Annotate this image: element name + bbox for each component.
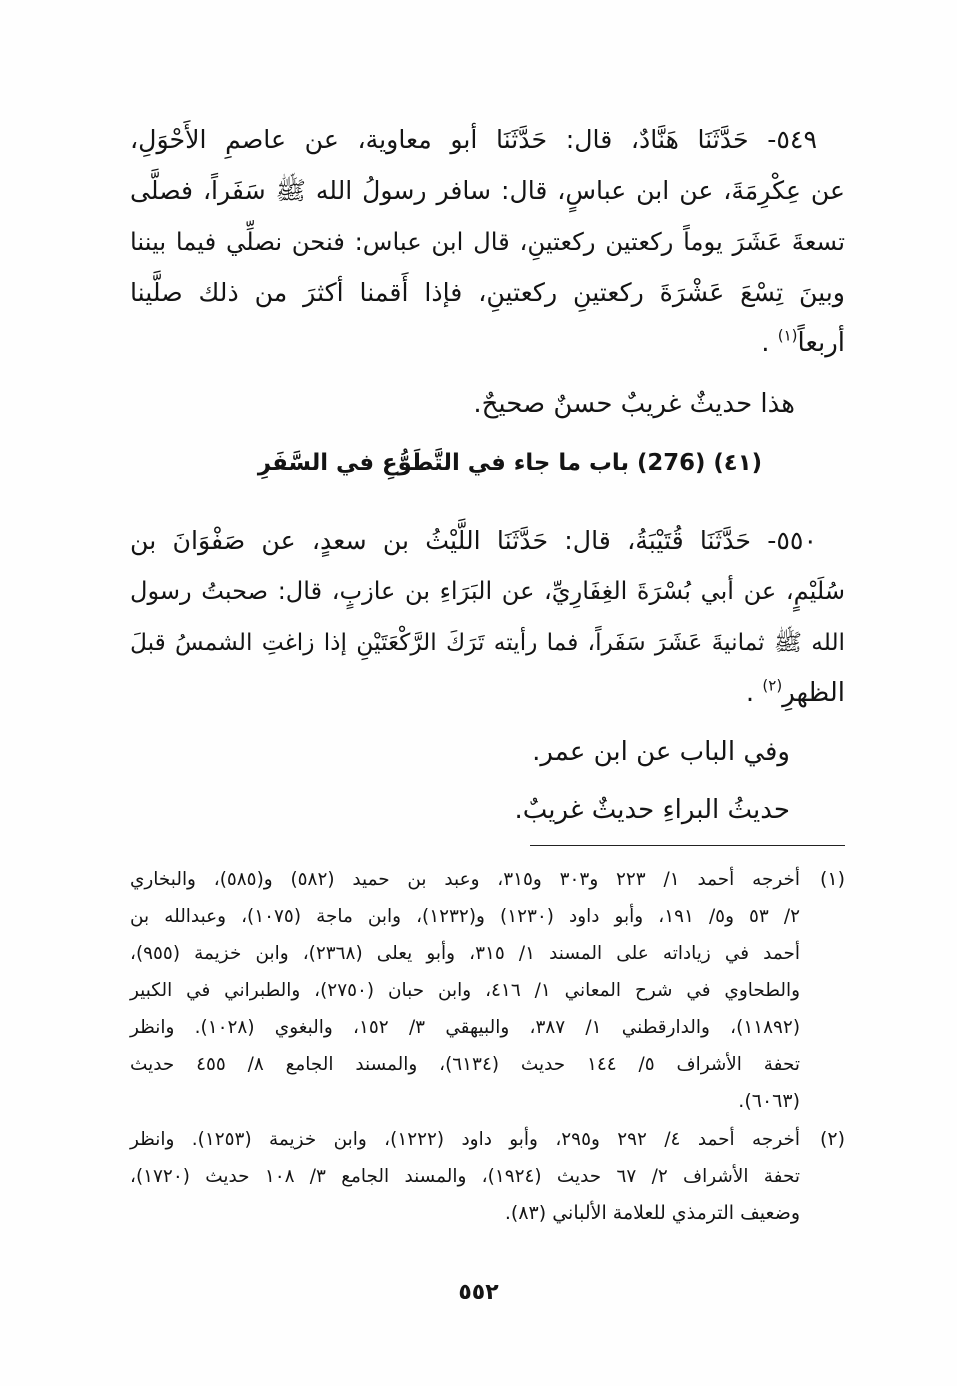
hadith-grade <box>130 379 845 430</box>
hadith-text-line: ٥٥٠- حَدَّثَنَا قُتَيْبَةُ، قال: حَدَّثَنَا اللَّيْثُ بن سعدٍ، عن صَفْوَانَ بن <box>130 526 817 555</box>
hadith-text: الظهرِ <box>782 678 845 708</box>
hadith-text-line: الله ﷺ ثمانيةَ عَشَرَ سَفَراً، فما رأيته تَرَكَ الرَّكْعَتَيْنِ إذا زاغتِ الشمسُ قبلَ <box>130 629 845 656</box>
footnote-marker: (٢) <box>762 676 783 695</box>
footnote-line: تحفة الأشراف ٢/ ٦٧ حديث (١٩٢٤)، والمسند الجامع ٣/ ١٠٨ حديث (١٧٢٠)، <box>130 1166 800 1187</box>
punctuation: . <box>745 678 763 708</box>
hadith-549 <box>130 114 845 369</box>
hadith-text-line: سُلَيْمٍ، عن أبي بُسْرَةَ الغِفَارِيِّ، عن البَرَاءِ بن عازبٍ، قال: صحبتُ رسول <box>130 577 845 605</box>
footnote-line: أخرجه أحمد ٤/ ٢٩٢ و٢٩٥، وأبو داود (١٢٢٢)، وابن خزيمة (١٢٥٣). وانظر <box>130 1129 800 1150</box>
footnote-line: أحمد في زياداته على المسند ١/ ٣١٥، وأبو يعلى (٢٣٦٨)، وابن خزيمة (٩٥٥)، <box>130 943 801 964</box>
hadith-grade <box>130 785 845 836</box>
hadith-last-line <box>130 318 845 369</box>
footnote-line: تحفة الأشراف ٥/ ١٤٤ حديث (٦١٣٤)، والمسند الجامع ٨/ ٤٥٥ حديث <box>130 1054 800 1075</box>
footnote-separator <box>530 845 845 846</box>
hadith-text: أربعاً <box>797 328 845 358</box>
punctuation: . <box>761 328 778 358</box>
hadith-last-line <box>130 668 845 719</box>
grade-text: هذا حديثٌ غريبٌ حسنٌ صحيحٌ. <box>473 389 795 419</box>
footnote-line: (١١٨٩٢)، والدارقطني ١/ ٣٨٧، والبيهقي ٣/ ١٥٢، والبغوي (١٠٢٨). وانظر <box>130 1017 800 1038</box>
footnote-text <box>130 861 800 1120</box>
footnote-line: ٢/ ٥٣ و٥/ ١٩١، وأبو داود (١٢٣٠) و(١٢٣٢)، وابن ماجة (١٠٧٥)، وعبدالله بن <box>130 906 801 927</box>
footnote-number: (٢) <box>819 1128 845 1150</box>
hadith-550 <box>130 515 845 719</box>
footnote-line: أخرجه أحمد ١/ ٢٢٣ و٣٠٣ و٣١٥، وعبد بن حميد (٥٨٢) و(٥٨٥)، والبخاري <box>130 869 800 890</box>
footnote-number: (١) <box>819 868 845 890</box>
footnote-marker: (١) <box>777 326 798 345</box>
hadith-text-line: ٥٤٩- حَدَّثَنَا هَنَّادٌ، قال: حَدَّثَنَا أبو معاوية، عن عاصمِ الأَحْوَلِ، <box>130 125 817 154</box>
footnote-line: وضعيف الترمذي للعلامة الألباني (٨٣). <box>504 1202 800 1224</box>
bab-note-text: وفي الباب عن ابن عمر. <box>532 737 790 767</box>
footnote-1 <box>130 861 845 1120</box>
page-number: ٥٥٢ <box>458 1280 499 1305</box>
footnote-line: (٦٠٦٣). <box>738 1090 800 1112</box>
footnote-line: والطحاوي في شرح المعاني ١/ ٤١٦، وابن حبان (٢٧٥٠)، والطبراني في الكبير <box>130 980 800 1001</box>
footnote-text <box>130 1121 800 1232</box>
chapter-heading: (٤١) (276) باب ما جاء في التَّطَوُّعِ في السَّفَرِ <box>257 450 763 476</box>
footnote-2 <box>130 1121 845 1232</box>
hadith-text-line: عن عِكْرِمَةَ، عن ابن عباسٍ، قال: سافر رسولُ الله ﷺ سَفَراً، فصلَّى <box>130 176 845 205</box>
hadith-text-line: تسعةَ عَشَرَ يوماً ركعتين ركعتينِ، قال ابن عباس: فنحن نصلِّي فيما بيننا <box>130 227 845 256</box>
grade-text: حديثُ البراءِ حديثٌ غريبٌ. <box>514 795 790 825</box>
hadith-text-line: وبينَ تِسْعَ عَشْرَةَ ركعتينِ ركعتينِ، فإذا أَقمنا أكثرَ من ذلك صلَّينا <box>130 278 845 307</box>
bab-note <box>130 727 845 778</box>
